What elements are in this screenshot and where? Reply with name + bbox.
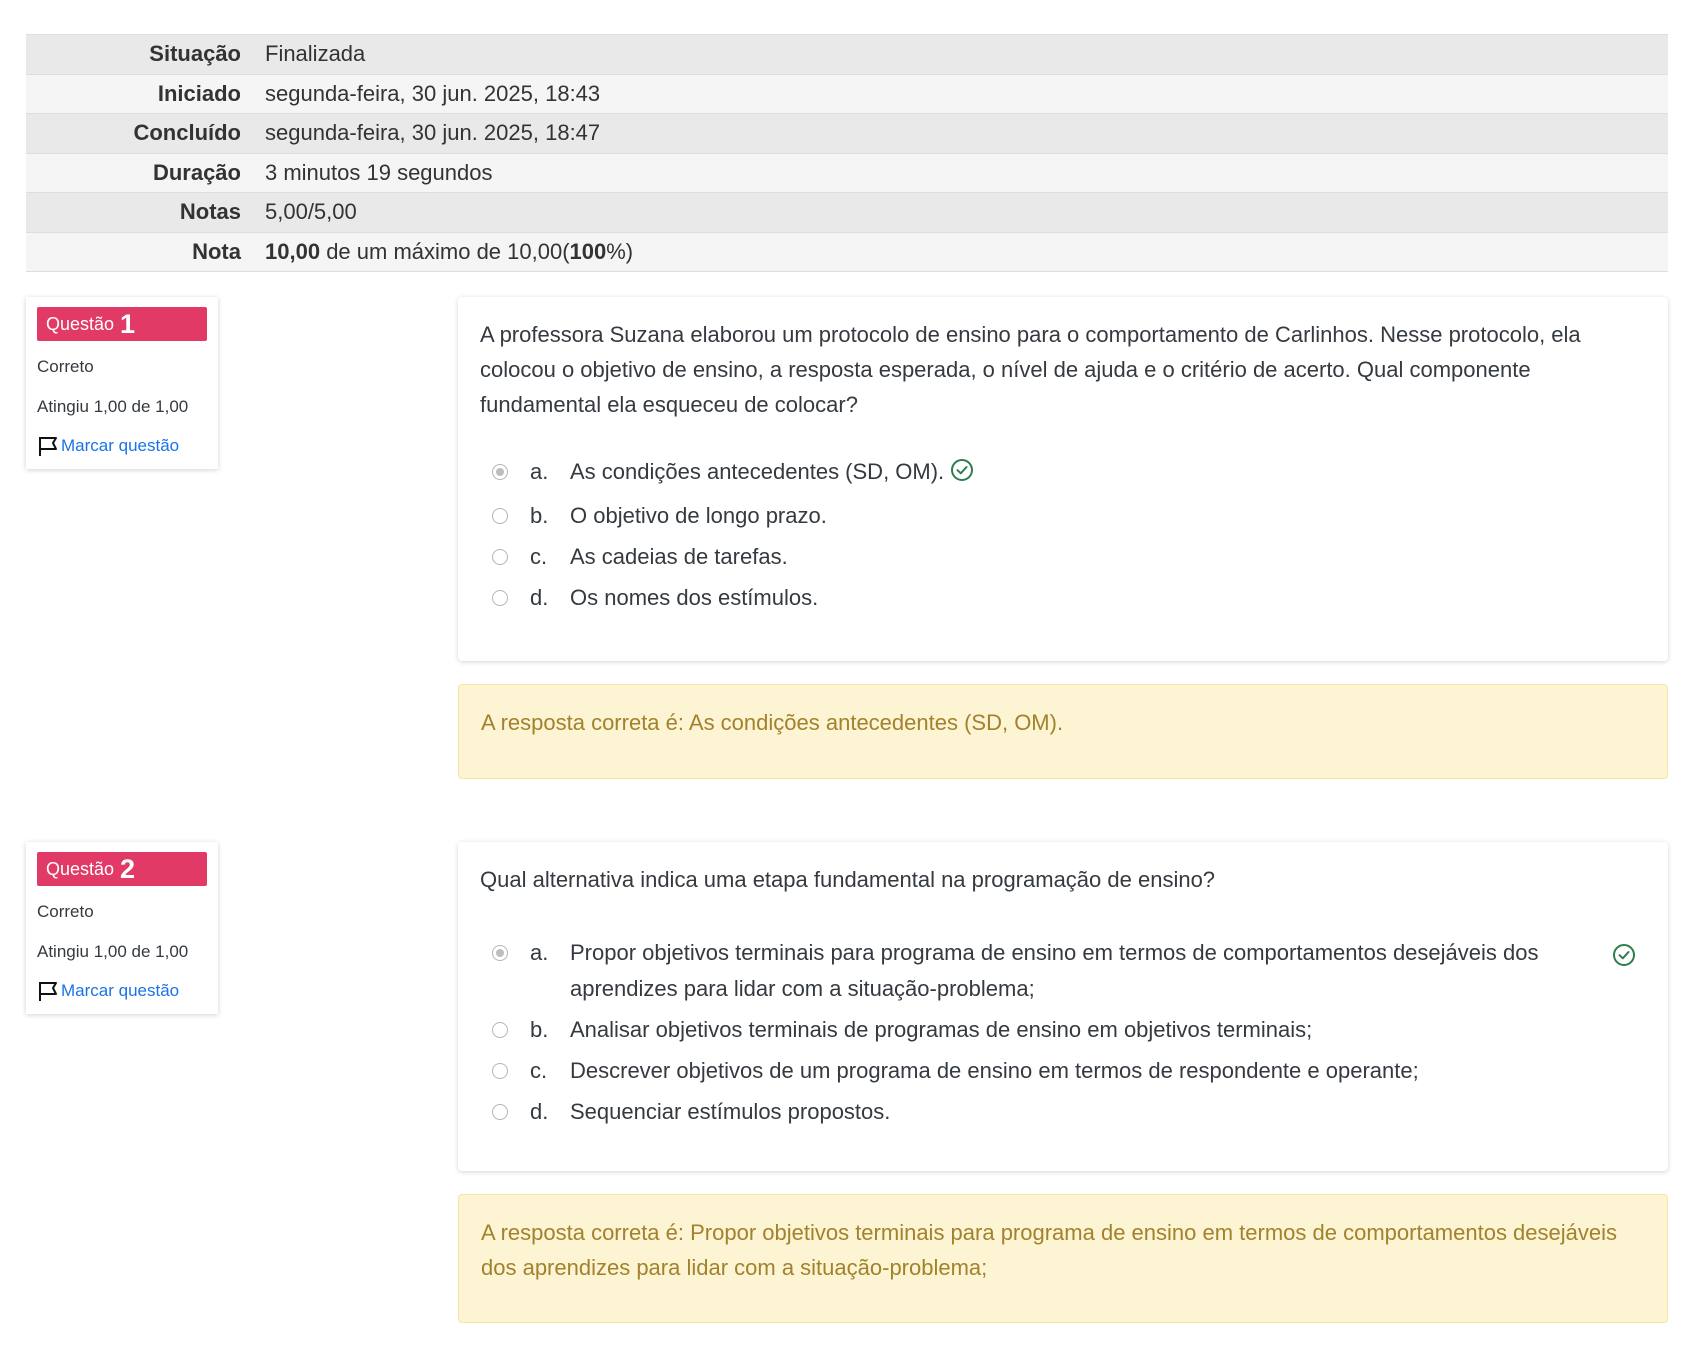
question-badge-label: Questão xyxy=(46,313,115,334)
answer-option-a xyxy=(480,454,1646,493)
correct-answer-text: A resposta correta é: Propor objetivos terminais para programa de ensino em termos de comportamentos desejáveis dos aprendizes para lidar com a situação-problema; xyxy=(481,1220,1618,1280)
summary-value: 5,00/5,00 xyxy=(253,193,1668,233)
answer-text: O objetivo de longo prazo. xyxy=(570,503,827,528)
flag-question-link[interactable] xyxy=(37,435,207,457)
summary-row-started xyxy=(26,74,1668,114)
summary-value: Finalizada xyxy=(253,35,1668,75)
answer-letter: d. xyxy=(530,1099,549,1124)
answer-letter: d. xyxy=(530,585,549,610)
answer-text: Propor objetivos terminais para programa de ensino em termos de comportamentos desejáveis dos aprendizes para lidar com a situação-problema; xyxy=(570,940,1539,1001)
flag-question-label: Marcar questão xyxy=(61,436,180,455)
attempt-summary-table xyxy=(26,34,1668,272)
summary-label: Situação xyxy=(26,35,253,75)
correct-check-icon xyxy=(1612,942,1636,978)
question-badge xyxy=(37,852,207,886)
question-1-content xyxy=(458,297,1668,661)
answer-option-a xyxy=(480,935,1646,1007)
question-2-feedback xyxy=(458,1194,1668,1323)
answer-radio[interactable] xyxy=(492,1022,508,1038)
correct-check-icon xyxy=(950,457,974,493)
answer-option-d xyxy=(480,580,1646,616)
flag-question-link[interactable] xyxy=(37,980,207,1002)
summary-value xyxy=(253,232,1668,272)
question-1-feedback xyxy=(458,684,1668,779)
answer-list xyxy=(480,935,1646,1130)
summary-row-status xyxy=(26,35,1668,75)
summary-value: segunda-feira, 30 jun. 2025, 18:47 xyxy=(253,114,1668,154)
question-badge-label: Questão xyxy=(46,858,115,879)
answer-option-b xyxy=(480,498,1646,534)
answer-letter: a. xyxy=(530,940,549,965)
grade-text: de um máximo de 10,00( xyxy=(326,238,570,264)
summary-row-completed xyxy=(26,114,1668,154)
grade-percent: 100 xyxy=(569,238,607,264)
answer-text: As condições antecedentes (SD, OM). xyxy=(570,459,945,484)
summary-value: segunda-feira, 30 jun. 2025, 18:43 xyxy=(253,74,1668,114)
summary-label: Concluído xyxy=(26,114,253,154)
answer-radio[interactable] xyxy=(492,508,508,524)
answer-radio[interactable] xyxy=(492,1063,508,1079)
answer-text: Descrever objetivos de um programa de ensino em termos de respondente e operante; xyxy=(570,1058,1419,1083)
flag-question-label: Marcar questão xyxy=(61,981,180,1000)
flag-icon xyxy=(37,980,59,1002)
grade-suffix: %) xyxy=(606,238,634,264)
answer-radio[interactable] xyxy=(492,1104,508,1120)
summary-label: Iniciado xyxy=(26,74,253,114)
answer-text: As cadeias de tarefas. xyxy=(570,544,788,569)
correct-answer-text: A resposta correta é: As condições antecedentes (SD, OM). xyxy=(481,710,1064,735)
question-number: 2 xyxy=(120,853,136,884)
question-2-content xyxy=(458,842,1668,1171)
summary-value: 3 minutos 19 segundos xyxy=(253,153,1668,193)
question-state: Correto xyxy=(37,357,94,376)
answer-letter: c. xyxy=(530,1058,548,1083)
question-number: 1 xyxy=(120,308,136,339)
question-points: Atingiu 1,00 de 1,00 xyxy=(37,942,189,961)
answer-text: Analisar objetivos terminais de programas de ensino em objetivos terminais; xyxy=(570,1017,1313,1042)
grade-score: 10,00 xyxy=(265,238,321,264)
answer-option-c xyxy=(480,539,1646,575)
summary-row-grade xyxy=(26,232,1668,272)
question-1-info xyxy=(26,297,218,469)
answer-radio[interactable] xyxy=(492,549,508,565)
answer-list xyxy=(480,454,1646,616)
answer-letter: c. xyxy=(530,544,548,569)
flag-icon xyxy=(37,435,59,457)
question-badge xyxy=(37,307,207,341)
answer-letter: b. xyxy=(530,1017,549,1042)
answer-radio[interactable] xyxy=(492,945,508,961)
answer-radio[interactable] xyxy=(492,464,508,480)
answer-option-c xyxy=(480,1053,1646,1089)
question-2-info xyxy=(26,842,218,1014)
summary-label: Nota xyxy=(26,232,253,272)
answer-option-b xyxy=(480,1012,1646,1048)
question-text: A professora Suzana elaborou um protocolo de ensino para o comportamento de Carlinhos. Nesse protocolo, ela colocou o objetivo de ensino, a resposta esperada, o nível de ajuda e o critério de acerto. Qual componente fundamental ela esqueceu de colocar? xyxy=(480,322,1581,417)
answer-letter: a. xyxy=(530,459,549,484)
answer-text: Sequenciar estímulos propostos. xyxy=(570,1099,891,1124)
summary-label: Notas xyxy=(26,193,253,233)
summary-row-duration xyxy=(26,153,1668,193)
answer-text: Os nomes dos estímulos. xyxy=(570,585,819,610)
question-text: Qual alternativa indica uma etapa fundamental na programação de ensino? xyxy=(480,867,1216,892)
question-points: Atingiu 1,00 de 1,00 xyxy=(37,397,189,416)
answer-letter: b. xyxy=(530,503,549,528)
question-state: Correto xyxy=(37,902,94,921)
answer-radio[interactable] xyxy=(492,590,508,606)
summary-label: Duração xyxy=(26,153,253,193)
summary-row-marks xyxy=(26,193,1668,233)
answer-option-d xyxy=(480,1094,1646,1130)
